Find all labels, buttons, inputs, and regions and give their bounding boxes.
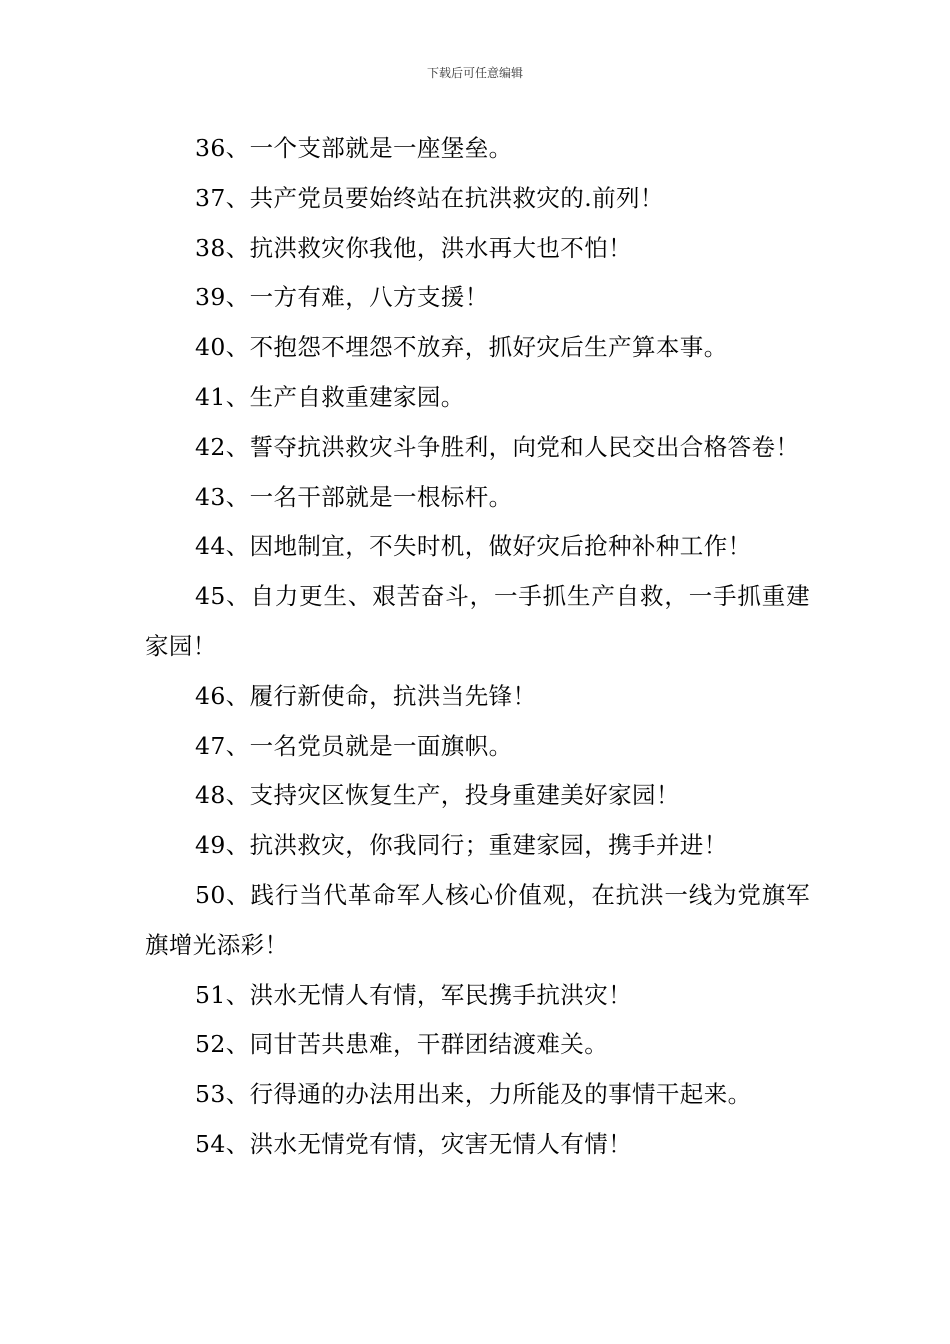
- slogan-item-39: 39、一方有难，八方支援！: [195, 283, 489, 312]
- slogan-item-44: 44、因地制宜，不失时机，做好灾后抢种补种工作！: [195, 532, 752, 561]
- slogan-item-54: 54、洪水无情党有情，灾害无情人有情！: [195, 1129, 633, 1158]
- slogan-item-43: 43、一名干部就是一根标杆。: [195, 482, 513, 511]
- slogan-item-45: 45、自力更生、艰苦奋斗，一手抓生产自救，一手抓重建家园！: [145, 582, 810, 660]
- slogan-item-36: 36、一个支部就是一座堡垒。: [195, 134, 513, 162]
- slogan-item-42: 42、誓夺抗洪救灾斗争胜利，向党和人民交出合格答卷！: [195, 432, 800, 461]
- slogan-item-41: 41、生产自救重建家园。: [195, 382, 465, 411]
- slogan-item-46: 46、履行新使命，抗洪当先锋！: [195, 681, 537, 710]
- slogan-item-49: 49、抗洪救灾，你我同行；重建家园，携手并进！: [195, 831, 728, 860]
- slogan-item-37: 37、共产党员要始终站在抗洪救灾的.前列！: [195, 183, 664, 212]
- slogan-list: [145, 124, 810, 1170]
- slogan-item-51: 51、洪水无情人有情，军民携手抗洪灾！: [195, 980, 633, 1009]
- slogan-item-52: 52、同甘苦共患难，干群团结渡难关。: [195, 1030, 609, 1059]
- slogan-item-48: 48、支持灾区恢复生产，投身重建美好家园！: [195, 781, 680, 810]
- page-header-note: 下载后可任意编辑: [426, 66, 523, 80]
- slogan-item-47: 47、一名党员就是一面旗帜。: [195, 731, 513, 760]
- slogan-item-38: 38、抗洪救灾你我他，洪水再大也不怕！: [195, 233, 633, 262]
- slogan-item-40: 40、不抱怨不埋怨不放弃，抓好灾后生产算本事。: [195, 333, 728, 362]
- slogan-item-50: 50、践行当代革命军人核心价值观，在抗洪一线为党旗军旗增光添彩！: [145, 880, 810, 959]
- slogan-item-53: 53、行得通的办法用出来，力所能及的事情干起来。: [195, 1080, 752, 1109]
